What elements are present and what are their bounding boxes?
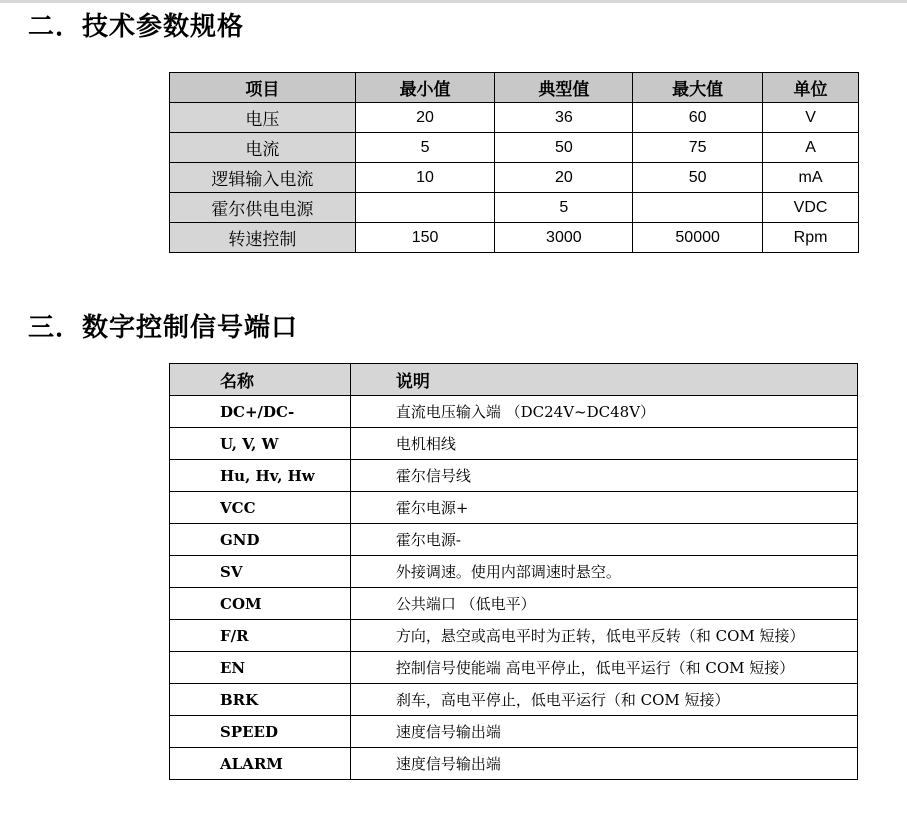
row-label: 逻辑输入电流 [170,163,356,193]
unit-value: V [763,103,859,133]
port-description: 控制信号使能端 高电平停止，低电平运行（和 COM 短接） [350,652,857,684]
port-description: 电机相线 [350,428,857,460]
port-name: DC+/DC- [170,396,351,428]
table-row [170,460,858,492]
port-description: 速度信号输出端 [350,748,857,780]
port-description: 霍尔电源- [350,524,857,556]
header-typical: 典型值 [495,73,633,103]
table-row [170,396,858,428]
port-table [169,363,858,780]
min-value: 20 [355,103,495,133]
unit-value: Rpm [763,223,859,253]
port-name: BRK [170,684,351,716]
port-header-row [170,364,858,396]
min-value: 150 [355,223,495,253]
table-row [170,556,858,588]
table-row [170,428,858,460]
port-description: 霍尔电源+ [350,492,857,524]
min-value: 5 [355,133,495,163]
table-row [170,620,858,652]
top-divider [0,0,907,3]
typical-value: 36 [495,103,633,133]
section-heading-specs: 二．技术参数规格 [28,12,245,42]
header-min: 最小值 [355,73,495,103]
table-row [170,748,858,780]
port-name: SV [170,556,351,588]
max-value: 50 [633,163,763,193]
port-description: 霍尔信号线 [350,460,857,492]
table-row [170,103,859,133]
port-name: ALARM [170,748,351,780]
port-name: Hu, Hv, Hw [170,460,351,492]
spec-header-row [170,73,859,103]
table-row [170,223,859,253]
table-row [170,716,858,748]
typical-value: 50 [495,133,633,163]
max-value: 75 [633,133,763,163]
row-label: 电压 [170,103,356,133]
table-row [170,588,858,620]
header-max: 最大值 [633,73,763,103]
port-description: 直流电压输入端 （DC24V~DC48V） [350,396,857,428]
port-description: 刹车，高电平停止，低电平运行（和 COM 短接） [350,684,857,716]
port-description: 公共端口 （低电平） [350,588,857,620]
port-description: 方向，悬空或高电平时为正转，低电平反转（和 COM 短接） [350,620,857,652]
row-label: 霍尔供电电源 [170,193,356,223]
section-heading-ports: 三．数字控制信号端口 [28,313,299,343]
port-name: EN [170,652,351,684]
typical-value: 20 [495,163,633,193]
port-name: GND [170,524,351,556]
row-label: 电流 [170,133,356,163]
unit-value: VDC [763,193,859,223]
port-description: 速度信号输出端 [350,716,857,748]
port-name: COM [170,588,351,620]
port-name: SPEED [170,716,351,748]
header-unit: 单位 [763,73,859,103]
spec-table [169,72,859,253]
table-row [170,684,858,716]
header-name: 名称 [170,364,351,396]
unit-value: mA [763,163,859,193]
unit-value: A [763,133,859,163]
header-item: 项目 [170,73,356,103]
table-row [170,524,858,556]
min-value: 10 [355,163,495,193]
table-row [170,163,859,193]
port-name: VCC [170,492,351,524]
table-row [170,652,858,684]
max-value: 60 [633,103,763,133]
min-value [355,193,495,223]
typical-value: 3000 [495,223,633,253]
table-row [170,193,859,223]
header-description: 说明 [350,364,857,396]
table-row [170,492,858,524]
port-name: F/R [170,620,351,652]
typical-value: 5 [495,193,633,223]
table-row [170,133,859,163]
max-value: 50000 [633,223,763,253]
max-value [633,193,763,223]
port-description: 外接调速。使用内部调速时悬空。 [350,556,857,588]
port-name: U, V, W [170,428,351,460]
row-label: 转速控制 [170,223,356,253]
